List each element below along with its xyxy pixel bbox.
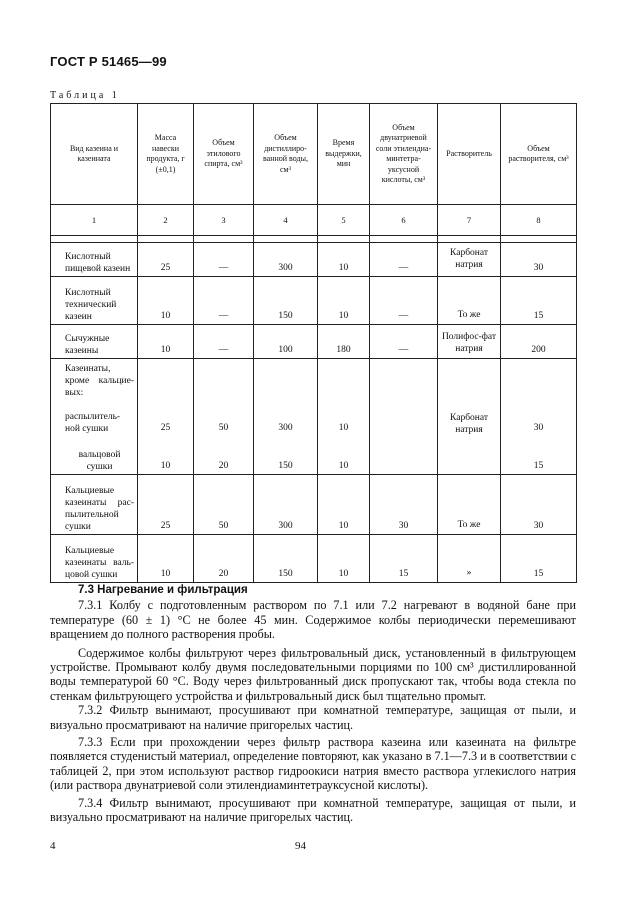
table-row-group-heading	[51, 359, 577, 401]
cell-type: распылитель-ной сушки	[51, 400, 138, 436]
cell-mass: 25	[138, 243, 194, 277]
col-header: Объем дистиллиро-ванной воды, см³	[254, 104, 318, 205]
cell-mass: 10	[138, 436, 194, 474]
cell-mass: 10	[138, 534, 194, 582]
section-7-3	[50, 583, 576, 825]
col-header: Объем этилового спирта, см³	[194, 104, 254, 205]
cell-solvent-volume: 30	[501, 243, 577, 277]
cell-mass: 25	[138, 400, 194, 436]
cell-ethanol: —	[194, 277, 254, 325]
cell-type: Сычужные казеины	[51, 325, 138, 359]
column-number: 1	[51, 205, 138, 236]
cell-time: 180	[318, 325, 370, 359]
cell-edta: —	[370, 243, 438, 277]
col-header: Растворитель	[438, 104, 501, 205]
col-header: Объем растворителя, см³	[501, 104, 577, 205]
cell-ethanol: —	[194, 243, 254, 277]
cell-solvent-volume: 30	[501, 400, 577, 436]
cell-water: 300	[254, 474, 318, 534]
cell-time: 10	[318, 474, 370, 534]
cell-edta: —	[370, 325, 438, 359]
paragraph: 7.3.2 Фильтр вынимают, просушивают при комнатной температуре, защищая от пыли, и визуально просматривают на наличие пригорелых частиц.	[50, 703, 576, 732]
cell-ethanol: 20	[194, 534, 254, 582]
cell-ethanol: 20	[194, 436, 254, 474]
cell-water: 150	[254, 436, 318, 474]
paragraph: 7.3.3 Если при прохождении через фильтр раствора казеина или казеината на фильтре появляется студенистый материал, определение повторяют, как указано в 7.1—7.3 и в соответствии с таблицей 2, при этом используют раствор гидроокиси натрия вместо раствора углекислого натрия (или раствора двунатриевой соли этилендиаминтетрауксусной кислоты).	[50, 735, 576, 793]
cell-solvent: Карбонат натрия	[438, 243, 501, 277]
cell-type: Казеинаты, кроме кальцие-вых:	[51, 359, 138, 401]
cell-type: вальцовой сушки	[51, 436, 138, 474]
table-row	[51, 436, 577, 474]
cell-water: 150	[254, 277, 318, 325]
table-row	[51, 325, 577, 359]
cell-edta	[370, 400, 438, 436]
cell-type: Кислотный технический казеин	[51, 277, 138, 325]
col-header: Масса навески продукта, г (±0,1)	[138, 104, 194, 205]
cell-solvent: Карбонат натрия	[438, 400, 501, 436]
table-row	[51, 474, 577, 534]
column-number: 7	[438, 205, 501, 236]
cell-edta	[370, 436, 438, 474]
table-caption: Таблица 1	[50, 90, 120, 101]
cell-solvent-volume: 15	[501, 277, 577, 325]
column-number: 2	[138, 205, 194, 236]
cell-mass: 25	[138, 474, 194, 534]
table-row	[51, 277, 577, 325]
column-number: 3	[194, 205, 254, 236]
table-header-row	[51, 104, 577, 205]
column-number: 5	[318, 205, 370, 236]
paragraph: 7.3.1 Колбу с подготовленным раствором по 7.1 или 7.2 нагревают в водяной бане при температуре (60 ± 1) °С не более 45 мин. Содержимое колбы периодически перемешивают вращением до полного растворения пробы.	[50, 598, 576, 642]
table-row	[51, 534, 577, 582]
cell-time: 10	[318, 534, 370, 582]
cell-ethanol: 50	[194, 474, 254, 534]
table-row	[51, 243, 577, 277]
document-header: ГОСТ Р 51465—99	[50, 54, 167, 69]
cell-type: Кальциевые казеинаты валь-цовой сушки	[51, 534, 138, 582]
cell-water: 300	[254, 243, 318, 277]
cell-solvent-volume: 30	[501, 474, 577, 534]
data-table	[50, 103, 577, 583]
cell-mass: 10	[138, 325, 194, 359]
cell-time: 10	[318, 243, 370, 277]
paragraph: Содержимое колбы фильтруют через фильтровальный диск, установленный в фильтрующем устройстве. Промывают колбу двумя последовательными порциями по 100 см³ дистиллированной воды температурой 60 °С. Воду через фильтрованный диск пропускают так, чтобы вода стекла по стенкам фильтрующего устройства и фильтровальный диск был тщательно промыт.	[50, 645, 576, 703]
table-spacer-row	[51, 236, 577, 243]
cell-edta: 15	[370, 534, 438, 582]
cell-solvent: Полифос-фат натрия	[438, 325, 501, 359]
cell-solvent: То же	[438, 474, 501, 534]
col-header: Время выдержки, мин	[318, 104, 370, 205]
cell-type: Кислотный пищевой казеин	[51, 243, 138, 277]
cell-solvent: »	[438, 534, 501, 582]
cell-edta: —	[370, 277, 438, 325]
cell-water: 150	[254, 534, 318, 582]
cell-time: 10	[318, 277, 370, 325]
cell-solvent: То же	[438, 277, 501, 325]
column-number: 8	[501, 205, 577, 236]
page-number-center: 94	[295, 840, 306, 852]
column-number: 4	[254, 205, 318, 236]
col-header: Объем двунатриевой соли этилендиа-минтетра-уксусной кислоты, см³	[370, 104, 438, 205]
cell-ethanol: —	[194, 325, 254, 359]
cell-solvent-volume: 15	[501, 436, 577, 474]
column-number: 6	[370, 205, 438, 236]
page-number-left: 4	[50, 840, 56, 852]
cell-solvent-volume: 15	[501, 534, 577, 582]
cell-time: 10	[318, 436, 370, 474]
cell-ethanol: 50	[194, 400, 254, 436]
cell-solvent-volume: 200	[501, 325, 577, 359]
cell-mass: 10	[138, 277, 194, 325]
paragraph: 7.3.4 Фильтр вынимают, просушивают при комнатной температуре, защищая от пыли, и визуально просматривают на наличие пригорелых частиц.	[50, 795, 576, 825]
column-number-row	[51, 205, 577, 236]
cell-edta: 30	[370, 474, 438, 534]
cell-water: 300	[254, 400, 318, 436]
cell-type: Кальциевые казеинаты рас-пылительной сушки	[51, 474, 138, 534]
cell-time: 10	[318, 400, 370, 436]
col-header: Вид казеина и казеината	[51, 104, 138, 205]
table-row	[51, 400, 577, 436]
section-title: 7.3 Нагревание и фильтрация	[78, 584, 248, 596]
cell-solvent	[438, 436, 501, 474]
cell-water: 100	[254, 325, 318, 359]
